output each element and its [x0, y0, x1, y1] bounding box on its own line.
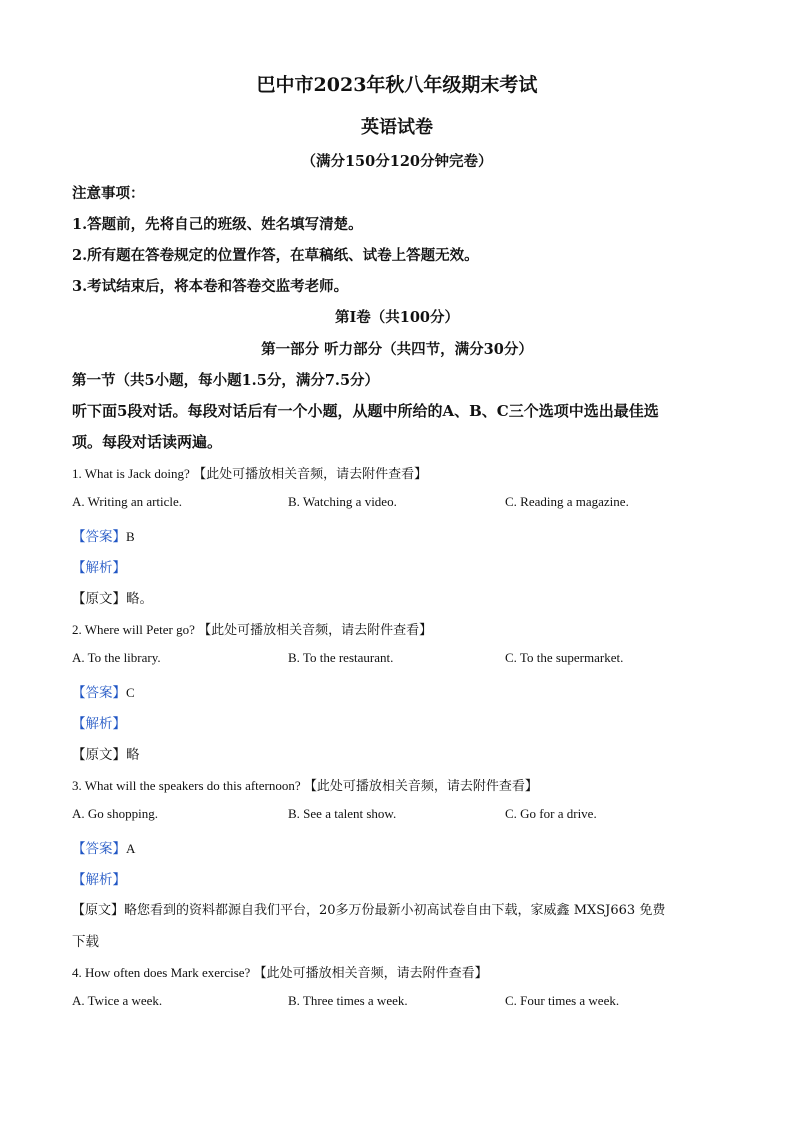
original-tag: 【原文】	[72, 747, 126, 763]
q2-analysis-tag: 【解析】	[72, 716, 126, 732]
q2-option-a: A. To the library.	[72, 650, 161, 665]
exam-subject: 英语试卷	[361, 117, 433, 138]
q2-option-b: B. To the restaurant.	[288, 650, 394, 665]
part-heading: 第一部分 听力部分（共四节，满分30分）	[261, 341, 533, 358]
q3-option-a: A. Go shopping.	[72, 806, 158, 821]
volume-heading: 第Ⅰ卷（共100分）	[334, 309, 460, 326]
exam-score-note: （满分150分120分钟完卷）	[301, 153, 493, 170]
answer-tag: 【答案】	[72, 685, 126, 701]
original-text: 略您看到的资料都源自我们平台，20多万份最新小初高试卷自由下载，家威鑫 MXSJ663 免费	[124, 903, 666, 918]
notice-item-2: 2.所有题在答卷规定的位置作答，在草稿纸、试卷上答题无效。	[72, 247, 479, 264]
answer-tag: 【答案】	[72, 529, 126, 545]
q3-original-continued: 下载	[72, 934, 99, 950]
original-tag: 【原文】	[72, 903, 125, 918]
notice-heading: 注意事项：	[72, 185, 145, 202]
q4-option-b: B. Three times a week.	[288, 993, 408, 1008]
q1-option-a: A. Writing an article.	[72, 494, 183, 509]
q4-option-c: C. Four times a week.	[505, 993, 620, 1008]
answer-tag: 【答案】	[72, 841, 126, 857]
q1-original	[72, 587, 722, 607]
q2-original	[72, 743, 722, 763]
answer-value: C	[126, 685, 135, 700]
q3-original	[72, 899, 722, 918]
q3-answer	[72, 837, 722, 857]
question-1: 1. What is Jack doing? 【此处可播放相关音频，请去附件查看】	[72, 466, 428, 481]
question-2: 2. Where will Peter go? 【此处可播放相关音频，请去附件查看】	[72, 622, 433, 637]
q2-answer	[72, 681, 722, 701]
q3-option-b: B. See a talent show.	[288, 806, 397, 821]
question-3: 3. What will the speakers do this afternoon? 【此处可播放相关音频，请去附件查看】	[72, 778, 538, 793]
q1-analysis-tag: 【解析】	[72, 560, 126, 576]
original-tag: 【原文】	[72, 591, 126, 607]
q1-option-c: C. Reading a magazine.	[505, 494, 629, 509]
subsection-heading: 第一节（共5小题，每小题1.5分，满分7.5分）	[72, 372, 380, 389]
question-4: 4. How often does Mark exercise? 【此处可播放相关音频，请去附件查看】	[72, 965, 488, 980]
q3-option-c: C. Go for a drive.	[505, 806, 597, 821]
answer-value: A	[126, 841, 136, 856]
notice-item-3: 3.考试结束后，将本卷和答卷交监考老师。	[72, 278, 349, 295]
notice-item-1: 1.答题前，先将自己的班级、姓名填写清楚。	[72, 216, 363, 233]
q1-option-b: B. Watching a video.	[288, 494, 397, 509]
q3-analysis-tag: 【解析】	[72, 872, 126, 888]
instruction-line-1: 听下面5段对话。每段对话后有一个小题，从题中所给的A、B、C三个选项中选出最佳选	[72, 402, 659, 420]
original-text: 略	[126, 747, 140, 763]
answer-value: B	[126, 529, 135, 544]
q4-option-a: A. Twice a week.	[72, 993, 163, 1008]
exam-title: 巴中市2023年秋八年级期末考试	[256, 74, 538, 96]
q2-option-c: C. To the supermarket.	[505, 650, 624, 665]
q1-answer	[72, 525, 722, 545]
instruction-line-2: 项。每段对话读两遍。	[72, 433, 223, 451]
original-text: 略。	[126, 591, 153, 607]
